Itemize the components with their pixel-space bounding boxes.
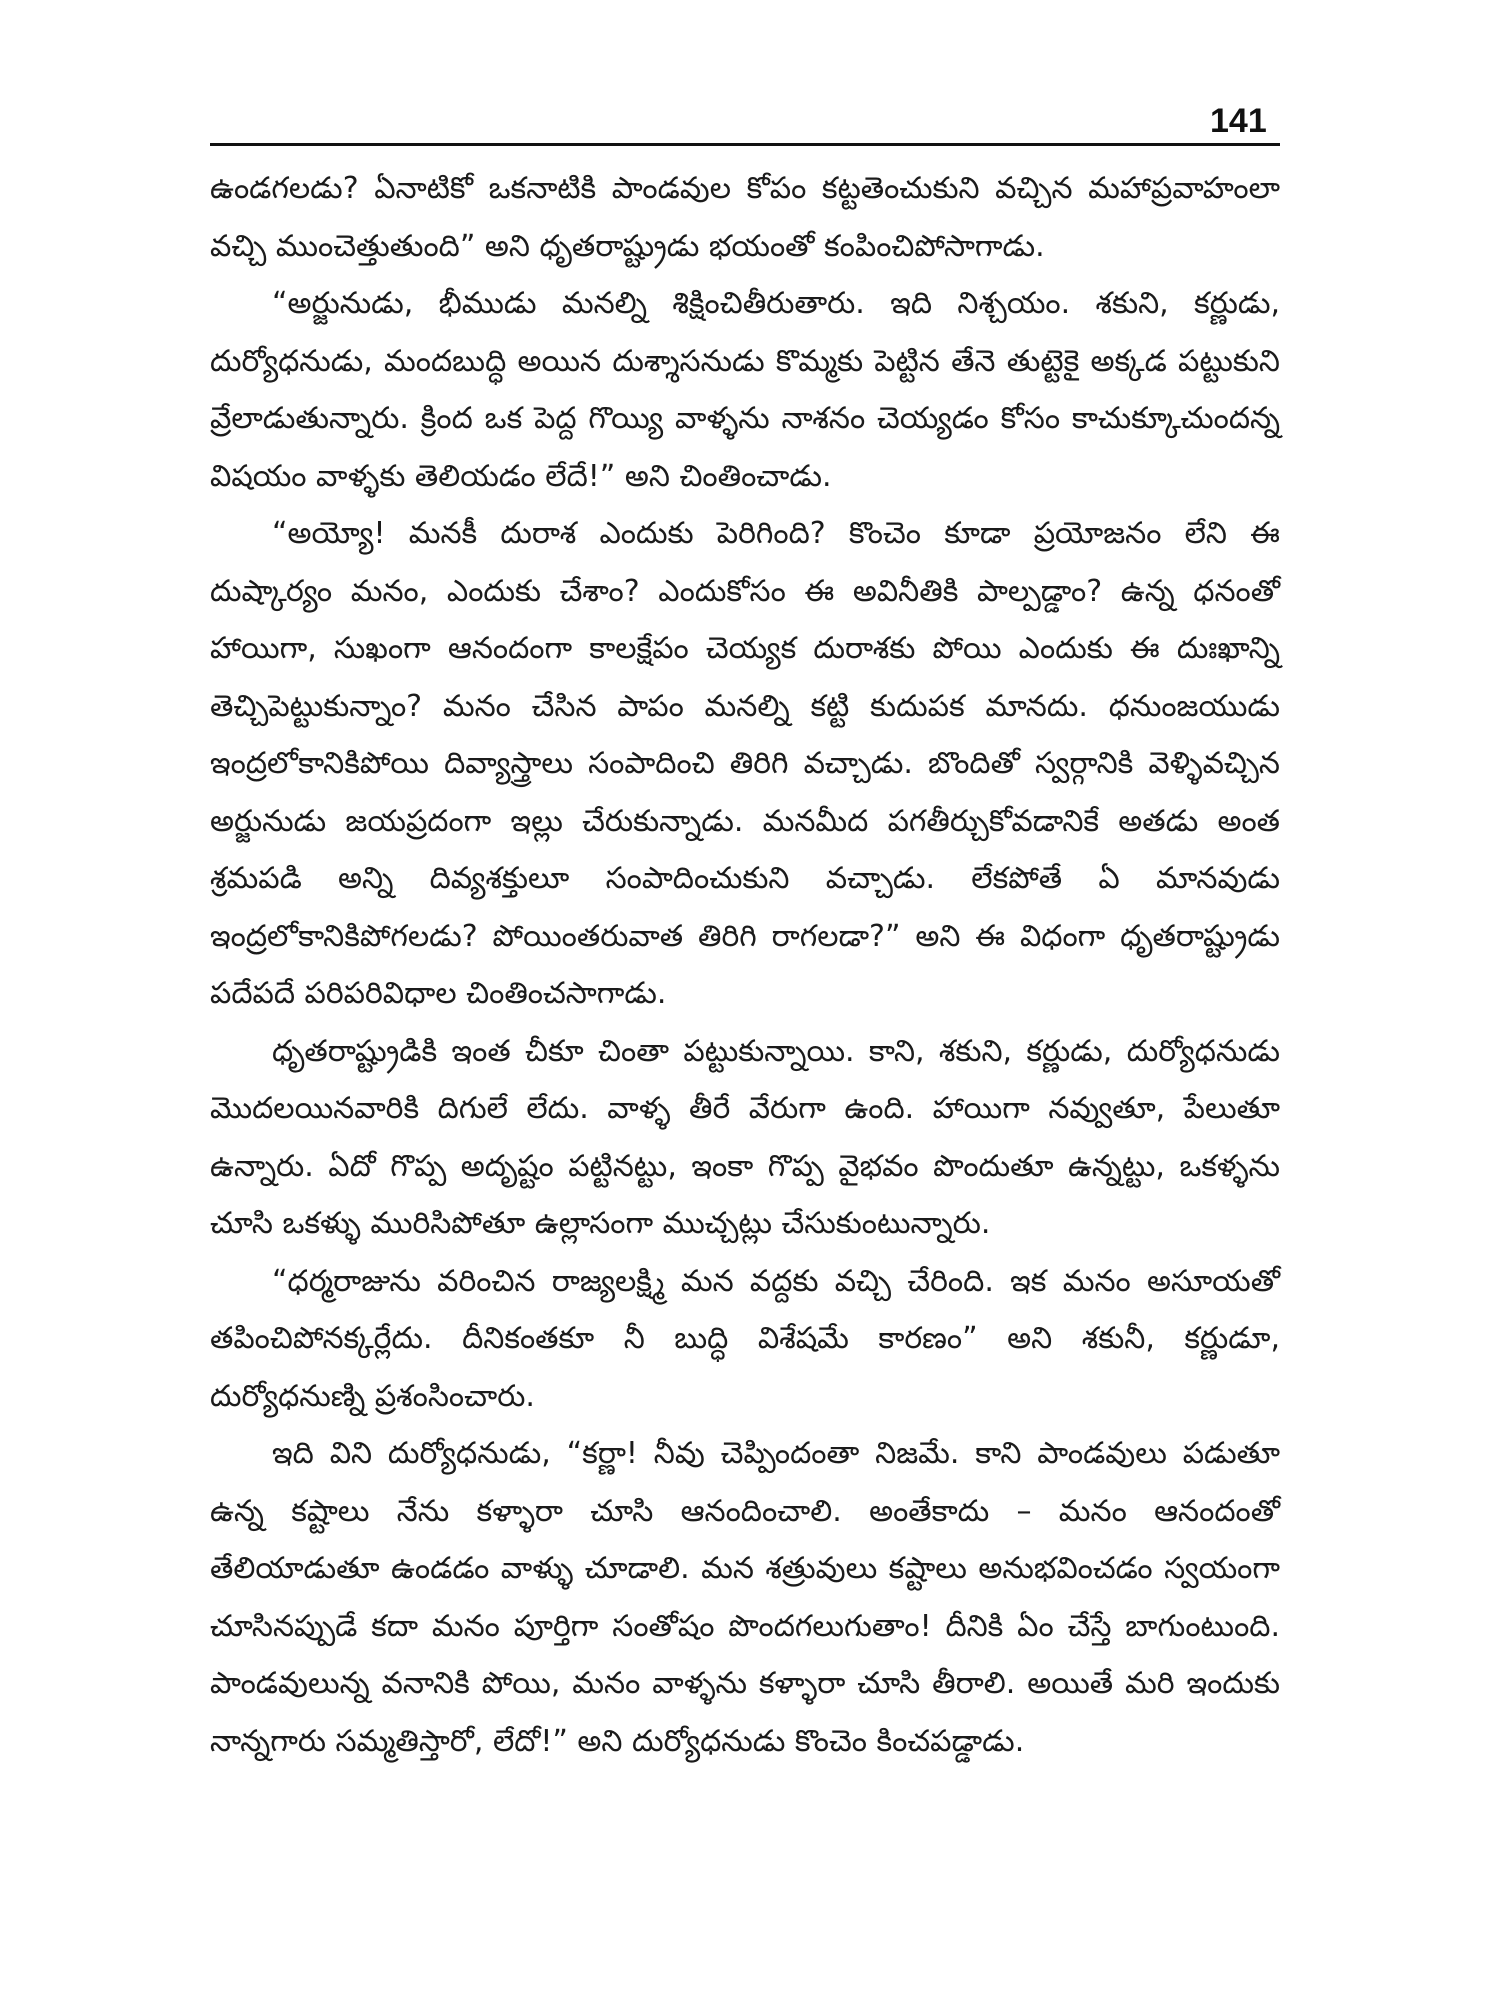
paragraph-4: ధృతరాష్ట్రుడికి ఇంత చీకూ చింతా పట్టుకున్నాయి. కాని, శకుని, కర్ణుడు, దుర్యోధనుడు మొదలయినవారికి దిగులే లేదు. వాళ్ళ తీరే వేరుగా ఉంది. హాయిగా నవ్వుతూ, పేలుతూ ఉన్నారు. ఏదో గొప్ప అదృష్టం పట్టినట్టు, ఇంకా గొప్ప వైభవం పొందుతూ ఉన్నట్టు, ఒకళ్ళను చూసి ఒకళ్ళు మురిసిపోతూ ఉల్లాసంగా ముచ్చట్లు చేసుకుంటున్నారు. <box>210 1033 1280 1241</box>
page-number: 141 <box>1210 102 1267 140</box>
paragraph-1: ఉండగలడు? ఏనాటికో ఒకనాటికి పాండవుల కోపం కట్టతెంచుకుని వచ్చిన మహాప్రవాహంలా వచ్చి ముంచెత్తుతుంది” అని ధృతరాష్ట్రుడు భయంతో కంపించిపోసాగాడు. <box>210 171 1280 264</box>
body-text <box>210 160 1280 1770</box>
paragraph-2: “అర్జునుడు, భీముడు మనల్ని శిక్షించితీరుతారు. ఇది నిశ్చయం. శకుని, కర్ణుడు, దుర్యోధనుడు, మందబుద్ధి అయిన దుశ్శాసనుడు కొమ్మకు పెట్టిన తేనె తుట్టెకై అక్కడ పట్టుకుని వ్రేలాడుతున్నారు. క్రింద ఒక పెద్ద గొయ్యి వాళ్ళను నాశనం చెయ్యడం కోసం కాచుక్కూచుందన్న విషయం వాళ్ళకు తెలియడం లేదే!” అని చింతించాడు. <box>210 286 1280 494</box>
paragraph-6: ఇది విని దుర్యోధనుడు, “కర్ణా! నీవు చెప్పిందంతా నిజమే. కాని పాండవులు పడుతూ ఉన్న కష్టాలు నేను కళ్ళారా చూసి ఆనందించాలి. అంతేకాదు – మనం ఆనందంతో తేలియాడుతూ ఉండడం వాళ్ళు చూడాలి. మన శత్రువులు కష్టాలు అనుభవించడం స్వయంగా చూసినప్పుడే కదా మనం పూర్తిగా సంతోషం పొందగలుగుతాం! దీనికి ఏం చేస్తే బాగుంటుంది. పాండవులున్న వనానికి పోయి, మనం వాళ్ళను కళ్ళారా చూసి తీరాలి. అయితే మరి ఇందుకు నాన్నగారు సమ్మతిస్తారో, లేదో!” అని దుర్యోధనుడు కొంచెం కించపడ్డాడు. <box>210 1436 1280 1759</box>
header-rule <box>210 143 1280 146</box>
paragraph-3: “అయ్యో! మనకీ దురాశ ఎందుకు పెరిగింది? కొంచెం కూడా ప్రయోజనం లేని ఈ దుష్కార్యం మనం, ఎందుకు చేశాం? ఎందుకోసం ఈ అవినీతికి పాల్పడ్డాం? ఉన్న ధనంతో హాయిగా, సుఖంగా ఆనందంగా కాలక్షేపం చెయ్యక దురాశకు పోయి ఎందుకు ఈ దుఃఖాన్ని తెచ్చిపెట్టుకున్నాం? మనం చేసిన పాపం మనల్ని కట్టి కుదుపక మానదు. ధనుంజయుడు ఇంద్రలోకానికిపోయి దివ్యాస్త్రాలు సంపాదించి తిరిగి వచ్చాడు. బొందితో స్వర్గానికి వెళ్ళివచ్చిన అర్జునుడు జయప్రదంగా ఇల్లు చేరుకున్నాడు. మనమీద పగతీర్చుకోవడానికే అతడు అంత శ్రమపడి అన్ని దివ్యశక్తులూ సంపాదించుకుని వచ్చాడు. లేకపోతే ఏ మానవుడు ఇంద్రలోకానికిపోగలడు? పోయింతరువాత తిరిగి రాగలడా?” అని ఈ విధంగా ధృతరాష్ట్రుడు పదేపదే పరిపరివిధాల చింతించసాగాడు. <box>210 516 1280 1011</box>
paragraph-5: “ధర్మరాజును వరించిన రాజ్యలక్ష్మి మన వద్దకు వచ్చి చేరింది. ఇక మనం అసూయతో తపించిపోనక్కర్లేదు. దీనికంతకూ నీ బుద్ధి విశేషమే కారణం” అని శకునీ, కర్ణుడూ, దుర్యోధనుణ్ని ప్రశంసించారు. <box>210 1263 1280 1414</box>
